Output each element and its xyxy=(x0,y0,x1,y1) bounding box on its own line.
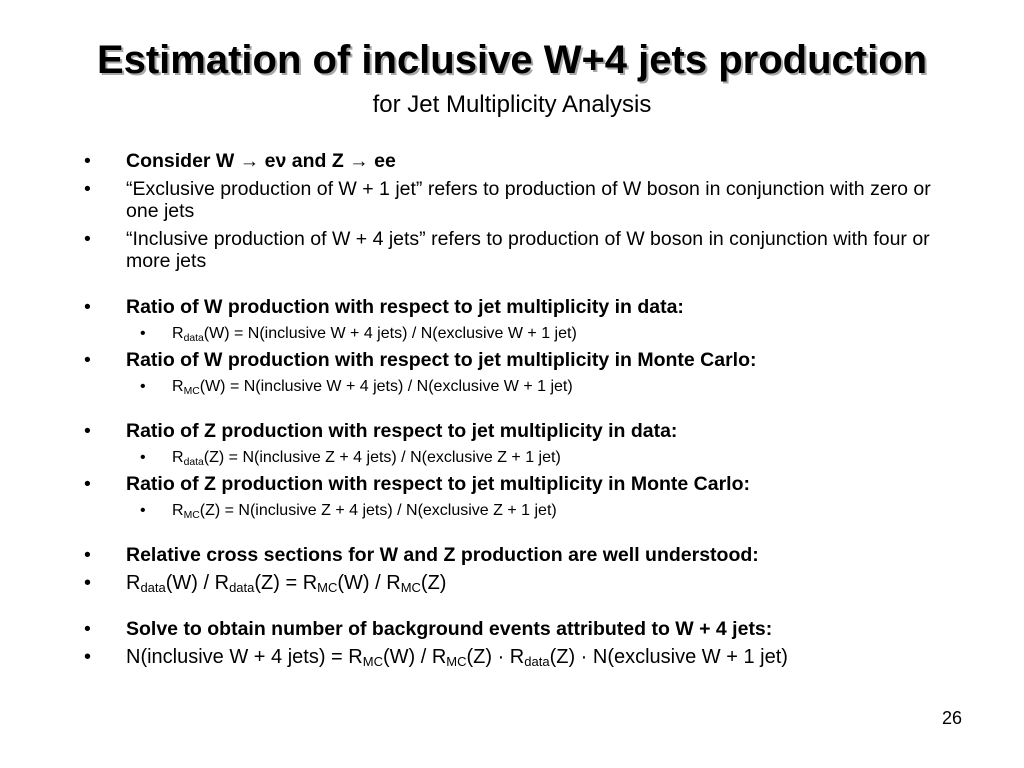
bullet-ratio-z-mc xyxy=(84,473,964,495)
bullet-text: Ratio of W production with respect to jet multiplicity in data: xyxy=(126,296,684,318)
slide-subtitle: for Jet Multiplicity Analysis xyxy=(372,91,652,118)
subscript-mc: MC xyxy=(317,580,338,595)
bullet-text: “Inclusive production of W + 4 jets” refers to production of W boson in conjunction with four or more jets xyxy=(126,228,930,272)
formula-rhs: = N(inclusive W + 4 jets) / N(exclusive W + 1 jet) xyxy=(225,378,573,395)
formula-part: (Z) xyxy=(420,572,447,594)
symbol-r: R xyxy=(126,572,141,594)
bullet-text: Ratio of Z production with respect to jet multiplicity in Monte Carlo: xyxy=(126,473,750,495)
subscript-data: data xyxy=(140,580,166,595)
formula-part: (W) / R xyxy=(382,646,447,668)
bullet-dot: • xyxy=(84,544,91,566)
formula-rhs: = N(inclusive Z + 4 jets) / N(exclusive Z + 1 jet) xyxy=(224,449,561,466)
formula-part: (W) / R xyxy=(337,572,401,594)
bullet-dot: • xyxy=(140,502,146,519)
spacer xyxy=(84,402,964,420)
bullet-dot: • xyxy=(84,349,91,371)
bullet-dot: • xyxy=(84,420,91,442)
bullet-ratio-z-data xyxy=(84,420,964,442)
bullet-solve xyxy=(84,618,964,640)
bullet-text: Consider W → eν and Z → ee xyxy=(126,150,396,172)
bullet-text: Solve to obtain number of background events attributed to W + 4 jets: xyxy=(126,618,773,640)
bullet-text: Ratio of Z production with respect to jet multiplicity in data: xyxy=(126,420,678,442)
bullet-dot: • xyxy=(84,150,91,172)
symbol-r: R xyxy=(172,502,184,519)
symbol-r: R xyxy=(172,378,184,395)
bullet-dot: • xyxy=(84,228,91,250)
formula-part: (W) / R xyxy=(165,572,230,594)
bullet-ratio-w-data xyxy=(84,296,964,318)
subscript-data: data xyxy=(183,457,204,468)
bullet-inclusive-def xyxy=(84,228,964,272)
symbol-r: R xyxy=(172,449,184,466)
formula-r-mc-w xyxy=(84,377,964,396)
bullet-dot: • xyxy=(140,378,146,395)
subscript-mc: MC xyxy=(183,386,200,397)
bullet-dot: • xyxy=(84,572,92,594)
formula-solution xyxy=(84,646,964,668)
bullet-dot: • xyxy=(84,646,92,668)
bullet-list xyxy=(84,150,964,674)
page-number: 26 xyxy=(941,708,962,728)
arg-z: (Z) xyxy=(203,449,225,466)
bullet-exclusive-def xyxy=(84,178,964,222)
subscript-data: data xyxy=(524,654,550,669)
bullet-relative-cross-sections xyxy=(84,544,964,566)
formula-rhs: = N(inclusive Z + 4 jets) / N(exclusive Z + 1 jet) xyxy=(220,502,557,519)
bullet-ratio-w-mc xyxy=(84,349,964,371)
spacer xyxy=(84,526,964,544)
bullet-dot: • xyxy=(140,325,146,342)
formula-part: (Z) · R xyxy=(466,646,525,668)
formula-rhs: = N(inclusive W + 4 jets) / N(exclusive W + 1 jet) xyxy=(229,325,577,342)
arg-w: (W) xyxy=(199,378,226,395)
subscript-mc: MC xyxy=(400,580,421,595)
bullet-text: Ratio of W production with respect to jet multiplicity in Monte Carlo: xyxy=(126,349,757,371)
formula-part: (Z) · N(exclusive W + 1 jet) xyxy=(549,646,788,668)
formula-r-data-w xyxy=(84,324,964,343)
slide-title: Estimation of inclusive W+4 jets production xyxy=(96,38,928,82)
spacer xyxy=(84,278,964,296)
bullet-dot: • xyxy=(84,178,91,200)
subscript-mc: MC xyxy=(446,654,467,669)
formula-r-data-z xyxy=(84,448,964,467)
bullet-dot: • xyxy=(84,618,91,640)
formula-relative-ratio xyxy=(84,572,964,594)
arg-z: (Z) xyxy=(199,502,221,519)
subscript-mc: MC xyxy=(362,654,383,669)
formula-r-mc-z xyxy=(84,501,964,520)
formula-part: (Z) = R xyxy=(254,572,318,594)
bullet-text: Relative cross sections for W and Z production are well understood: xyxy=(126,544,759,566)
subscript-data: data xyxy=(183,333,204,344)
subscript-mc: MC xyxy=(183,510,200,521)
formula-part: N(inclusive W + 4 jets) = R xyxy=(126,646,363,668)
subscript-data: data xyxy=(229,580,255,595)
bullet-text: “Exclusive production of W + 1 jet” refers to production of W boson in conjunction with zero or one jets xyxy=(126,178,931,222)
symbol-r: R xyxy=(172,325,184,342)
spacer xyxy=(84,600,964,618)
arg-w: (W) xyxy=(203,325,230,342)
bullet-consider xyxy=(84,150,964,172)
bullet-dot: • xyxy=(84,296,91,318)
bullet-dot: • xyxy=(140,449,146,466)
bullet-dot: • xyxy=(84,473,91,495)
